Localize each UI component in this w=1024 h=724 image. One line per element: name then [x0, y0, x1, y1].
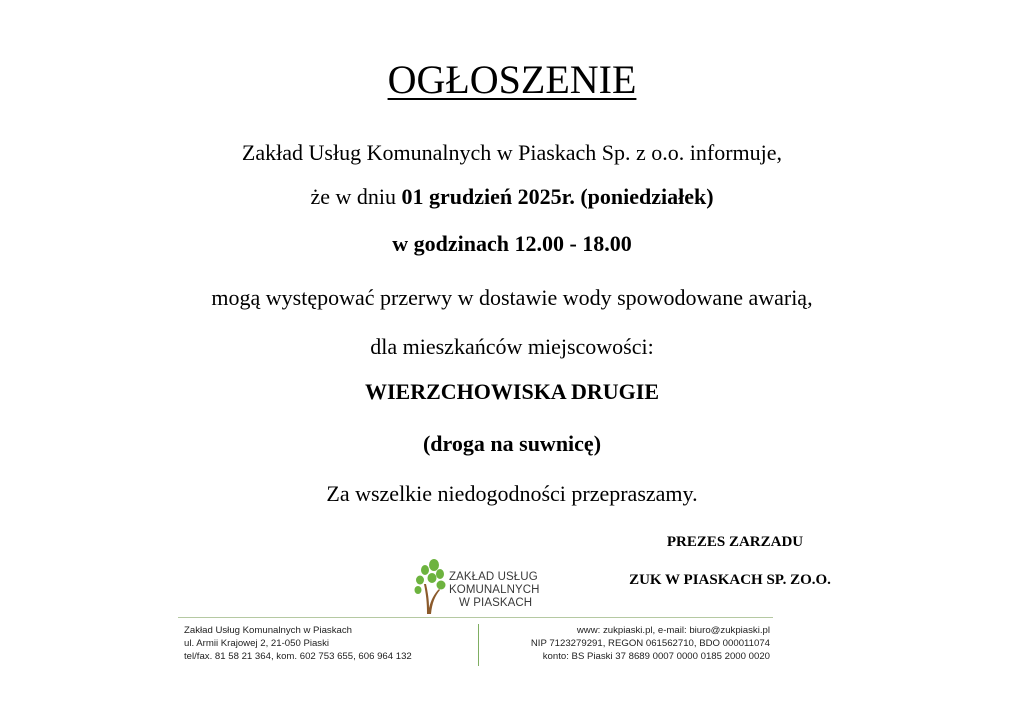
signature-title: PREZES ZARZADU: [666, 534, 804, 550]
page-title: OGŁOSZENIE: [387, 57, 637, 102]
announcement-line-hours: w godzinach 12.00 - 18.00: [392, 231, 632, 256]
footer-tax-ids: NIP 7123279291, REGON 061562710, BDO 000011074: [530, 638, 770, 649]
announcement-line-road: (droga na suwnicę): [422, 431, 602, 456]
footer-contact: [492, 624, 770, 663]
footer-web-email: www: zukpiaski.pl, e-mail: biuro@zukpiaski.pl: [576, 625, 770, 636]
tree-icon: [412, 558, 448, 616]
logo-line-2: KOMUNALNYCH: [449, 584, 540, 596]
footer-divider: [478, 624, 479, 666]
footer-bank-account: konto: BS Piaski 37 8689 0007 0000 0185 2000 0020: [542, 651, 770, 662]
logo-line-1: ZAKŁAD USŁUG: [449, 571, 538, 583]
announcement-line-outage: mogą występować przerwy w dostawie wody spowodowane awarią,: [211, 285, 813, 310]
announcement-line-apology: Za wszelkie niedogodności przepraszamy.: [326, 481, 698, 506]
announcement-line-date: [0, 183, 1024, 211]
announcement-line-locality: WIERZCHOWISKA DRUGIE: [364, 379, 659, 404]
footer-phone: tel/fax. 81 58 21 364, kom. 602 753 655, 606 964 132: [184, 651, 412, 662]
announcement-line-residents: dla mieszkańców miejscowości:: [370, 334, 654, 359]
date-prefix: że w dniu: [310, 184, 402, 209]
footer-address: [184, 624, 412, 663]
footer-street: ul. Armii Krajowej 2, 21-050 Piaski: [184, 638, 330, 649]
announcement-line-company: Zakład Usług Komunalnych w Piaskach Sp. z o.o. informuje,: [241, 140, 783, 165]
logo-text: [449, 571, 540, 610]
signature-company: ZUK W PIASKACH SP. ZO.O.: [629, 572, 831, 588]
footer-rule: [178, 617, 773, 618]
company-logo: [412, 558, 572, 618]
logo-line-3: W PIASKACH: [459, 597, 533, 609]
footer-company-name: Zakład Usług Komunalnych w Piaskach: [184, 625, 352, 636]
date-value: 01 grudzień 2025r. (poniedziałek): [401, 184, 714, 209]
